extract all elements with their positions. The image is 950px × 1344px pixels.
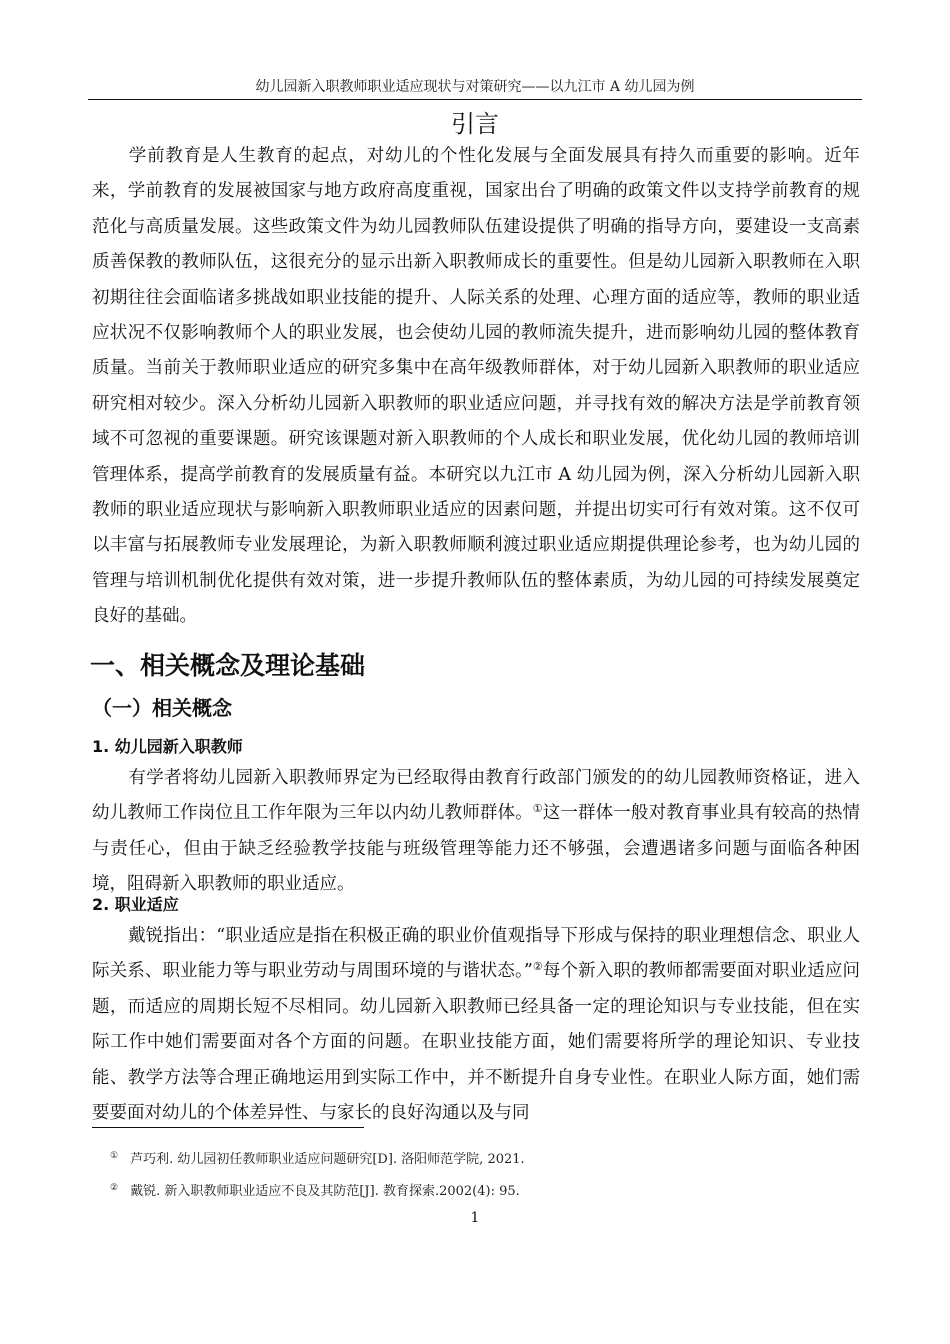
chapter-heading: 一、相关概念及理论基础: [90, 651, 366, 680]
subsection-1-text-after: 这一群体一般对教育事业具有较高的热情与责任心，但由于缺乏经验教学技能与班级管理等能力还不够强，会遭遇诸多问题与面临各种困境，阻碍新入职教师的职业适应。: [92, 803, 861, 895]
footnote-1-text: 芦巧利. 幼儿园初任教师职业适应问题研究[D]. 洛阳师范学院, 2021.: [130, 1152, 525, 1167]
subsection-1-paragraph: [92, 761, 860, 903]
subsection-heading-1: 1. 幼儿园新入职教师: [92, 737, 243, 756]
subsection-1-text-before: 有学者将幼儿园新入职教师界定为已经取得由教育行政部门颁发的的幼儿园教师资格证，进入幼儿教师工作岗位且工作年限为三年以内幼儿教师群体。: [92, 768, 860, 824]
intro-paragraph: [92, 139, 860, 635]
intro-paragraph-text: 学前教育是人生教育的起点，对幼儿的个性化发展与全面发展具有持久而重要的影响。近年来，学前教育的发展被国家与地方政府高度重视，国家出台了明确的政策文件以支持学前教育的规范化与高质量发展。这些政策文件为幼儿园教师队伍建设提供了明确的指导方向，要建设一支高素质善保教的教师队伍，这很充分的显示出新入职教师成长的重要性。但是幼儿园新入职教师在入职初期往往会面临诸多挑战如职业技能的提升、人际关系的处理、心理方面的适应等，教师的职业适应状况不仅影响教师个人的职业发展，也会使幼儿园的教师流失提升，进而影响幼儿园的整体教育质量。当前关于教师职业适应的研究多集中在高年级教师群体，对于幼儿园新入职教师的职业适应研究相对较少。深入分析幼儿园新入职教师的职业适应问题，并寻找有效的解决方法是学前教育领域不可忽视的重要课题。研究该课题对新入职教师的个人成长和职业发展，优化幼儿园的教师培训管理体系，提高学前教育的发展质量有益。本研究以九江市 A 幼儿园为例，深入分析幼儿园新入职教师的职业适应现状与影响新入职教师职业适应的因素问题，并提出切实可行有效对策。这不仅可以丰富与拓展教师专业发展理论，为新入职教师顺利渡过职业适应期提供理论参考，也为幼儿园的管理与培训机制优化提供有效对策，进一步提升教师队伍的整体素质，为幼儿园的可持续发展奠定良好的基础。: [92, 146, 860, 627]
header-rule: [88, 99, 862, 100]
footnote-1-mark: ①: [110, 1151, 119, 1161]
footnote-1: [110, 1148, 525, 1167]
subsection-2-paragraph: [92, 919, 860, 1131]
footnote-ref-1[interactable]: ①: [532, 802, 543, 816]
subsection-2-text-before: 戴锐指出：“职业适应是指在积极正确的职业价值观指导下形成与保持的职业理想信念、职业人际关系、职业能力等与职业劳动与周围环境的与谐状态。”: [92, 926, 860, 982]
footnote-ref-2[interactable]: ②: [532, 960, 543, 974]
section-heading: （一）相关概念: [92, 696, 232, 720]
running-header: 幼儿园新入职教师职业适应现状与对策研究——以九江市 A 幼儿园为例: [255, 79, 695, 95]
page-number: 1: [470, 1210, 480, 1226]
intro-title: 引言: [451, 110, 499, 138]
footnote-2: [110, 1180, 520, 1199]
footnote-2-text: 戴锐. 新入职教师职业适应不良及其防范[J]. 教育探索.2002(4): 95.: [130, 1184, 520, 1199]
subsection-heading-2: 2. 职业适应: [92, 895, 179, 914]
footnote-2-mark: ②: [110, 1183, 119, 1193]
subsection-2-text-after: 每个新入职的教师都需要面对职业适应问题，而适应的周期长短不尽相同。幼儿园新入职教师已经具备一定的理论知识与专业技能，但在实际工作中她们需要面对各个方面的问题。在职业技能方面，她们需要将所学的理论知识、专业技能、教学方法等合理正确地运用到实际工作中，并不断提升自身专业性。在职业人际方面，她们需要要面对幼儿的个体差异性、与家长的良好沟通以及与同: [92, 961, 860, 1124]
footnote-separator: [92, 1127, 364, 1128]
